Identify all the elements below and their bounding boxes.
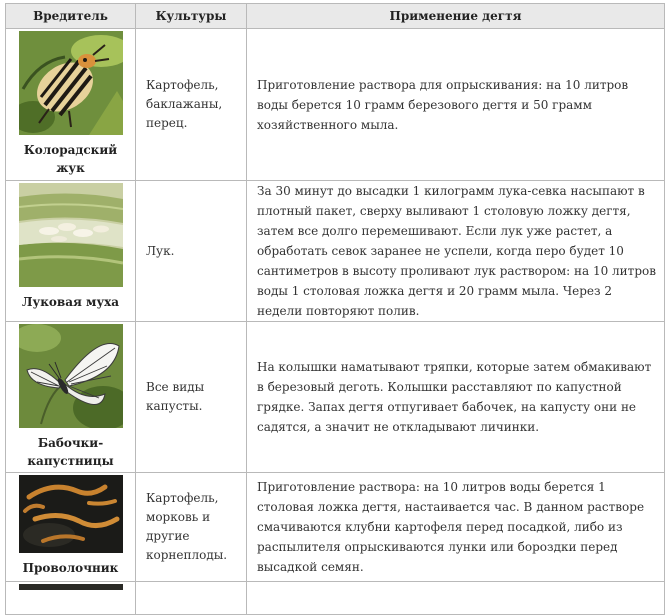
pest-name: Проволочник <box>22 561 119 575</box>
crops-cell <box>136 582 247 615</box>
pest-name: Бабочки-капустницы <box>27 436 114 468</box>
header-pest: Вредитель <box>6 4 136 29</box>
pest-name: Колорадский жук <box>23 143 118 175</box>
usage-cell: Приготовление раствора: на 10 литров воды берется 1 столовая ложка дегтя, настаивается час. В данном растворе смачиваются клубни картофеля перед посадкой, либо из распылителя опрыскиваются лунки или бороздки перед высадкой семян. <box>247 473 665 582</box>
pest-name: Луковая муха <box>21 295 120 309</box>
usage-cell <box>247 582 665 615</box>
header-row <box>6 4 665 29</box>
crops-cell: Картофель, морковь и другие корнеплоды. <box>136 473 247 582</box>
table-row <box>6 322 665 473</box>
pest-cell <box>6 181 136 322</box>
table-row <box>6 181 665 322</box>
pest-cell <box>6 473 136 582</box>
table-row <box>6 473 665 582</box>
header-usage: Применение дегтя <box>247 4 665 29</box>
colorado-beetle-photo <box>19 31 123 135</box>
pest-tar-table <box>5 3 665 615</box>
crops-cell: Лук. <box>136 181 247 322</box>
pest-cell <box>6 29 136 181</box>
cabbage-butterfly-photo <box>19 324 123 428</box>
usage-cell: За 30 минут до высадки 1 килограмм лука-севка насыпают в плотный пакет, сверху выливают 1 столовую ложку дегтя, затем все долго перемешивают. Если лук уже растет, а обработать севок заранее не успели, когда перо будет 10 сантиметров в высоту проливают лук раствором: на 10 литров воды 1 столовая ложка дегтя и 20 грамм мыла. Через 2 недели повторяют полив. <box>247 181 665 322</box>
header-crops: Культуры <box>136 4 247 29</box>
wireworm-photo <box>19 475 123 553</box>
pest-cell <box>6 582 136 615</box>
usage-cell: На колышки наматывают тряпки, которые затем обмакивают в березовый деготь. Колышки расставляют по капустной грядке. Запах дегтя отпугивает бабочек, на капусту они не садятся, а значит не откладывают личинки. <box>247 322 665 473</box>
crops-cell: Все виды капусты. <box>136 322 247 473</box>
cut-off-photo <box>19 584 123 590</box>
pest-cell <box>6 322 136 473</box>
onion-fly-larvae-photo <box>19 183 123 287</box>
usage-cell: Приготовление раствора для опрыскивания: на 10 литров воды берется 10 грамм березового дегтя и 50 грамм хозяйственного мыла. <box>247 29 665 181</box>
table-row <box>6 29 665 181</box>
table-row <box>6 582 665 615</box>
crops-cell: Картофель, баклажаны, перец. <box>136 29 247 181</box>
